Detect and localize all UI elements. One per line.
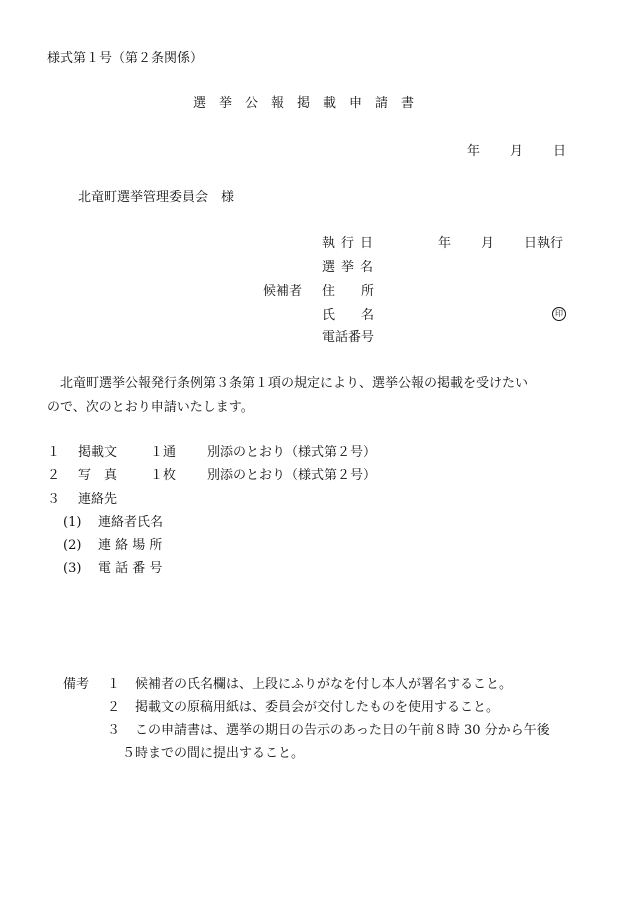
exec-year-label: 年: [438, 236, 452, 251]
remarks-label: 備考: [63, 677, 90, 692]
item-3-num: ３: [47, 492, 61, 507]
item-1-note: 別添のとおり（様式第２号）: [207, 445, 377, 460]
item-2-num: ２: [47, 468, 61, 483]
contact-1-num: (1): [63, 515, 82, 530]
item-2-note: 別添のとおり（様式第２号）: [207, 468, 377, 483]
exec-date-label: 執行日: [322, 236, 380, 251]
election-name-label: 選挙名: [322, 260, 380, 275]
exec-day-label: 日執行: [524, 236, 564, 251]
date-month-label: 月: [510, 144, 524, 159]
exec-month-label: 月: [481, 236, 495, 251]
seal-mark: 印: [552, 307, 566, 321]
item-3-label: 連絡先: [78, 492, 118, 507]
address-label: 住 所: [322, 284, 375, 299]
body-text-line1: 北竜町選挙公報発行条例第３条第１項の規定により、選挙公報の掲載を受けたい: [60, 376, 529, 391]
contact-1-label: 連絡者氏名: [98, 515, 164, 530]
item-1-qty: １通: [150, 445, 177, 460]
remark-3-num: ３: [107, 723, 121, 738]
remark-3-text-cont: ５時までの間に提出すること。: [122, 746, 305, 761]
contact-3-label: 電 話 番 号: [98, 561, 163, 576]
document-title: 選挙公報掲載申請書: [193, 96, 428, 111]
phone-label: 電話番号: [322, 330, 375, 345]
body-text-line2: ので、次のとおり申請いたします。: [47, 400, 254, 415]
contact-2-label: 連 絡 場 所: [98, 538, 163, 553]
remark-1-text: 候補者の氏名欄は、上段にふりがなを付し本人が署名すること。: [135, 677, 513, 692]
item-1-num: １: [47, 445, 61, 460]
item-2-label: 写 真: [78, 468, 118, 483]
remark-2-num: ２: [107, 700, 121, 715]
name-label: 氏 名: [322, 308, 375, 323]
candidate-label: 候補者: [263, 284, 303, 299]
date-day-label: 日: [553, 144, 567, 159]
date-year-label: 年: [467, 144, 481, 159]
remark-1-num: １: [107, 677, 121, 692]
contact-2-num: (2): [63, 538, 82, 553]
remark-3-text: この申請書は、選挙の期日の告示のあった日の午前８時 30 分から午後: [135, 723, 550, 738]
addressee: 北竜町選挙管理委員会 様: [78, 190, 235, 205]
item-2-qty: １枚: [150, 468, 177, 483]
remark-2-text: 掲載文の原稿用紙は、委員会が交付したものを使用すること。: [135, 700, 500, 715]
item-1-label: 掲載文: [78, 445, 118, 460]
contact-3-num: (3): [63, 561, 82, 576]
form-number: 様式第１号（第２条関係）: [47, 51, 204, 66]
